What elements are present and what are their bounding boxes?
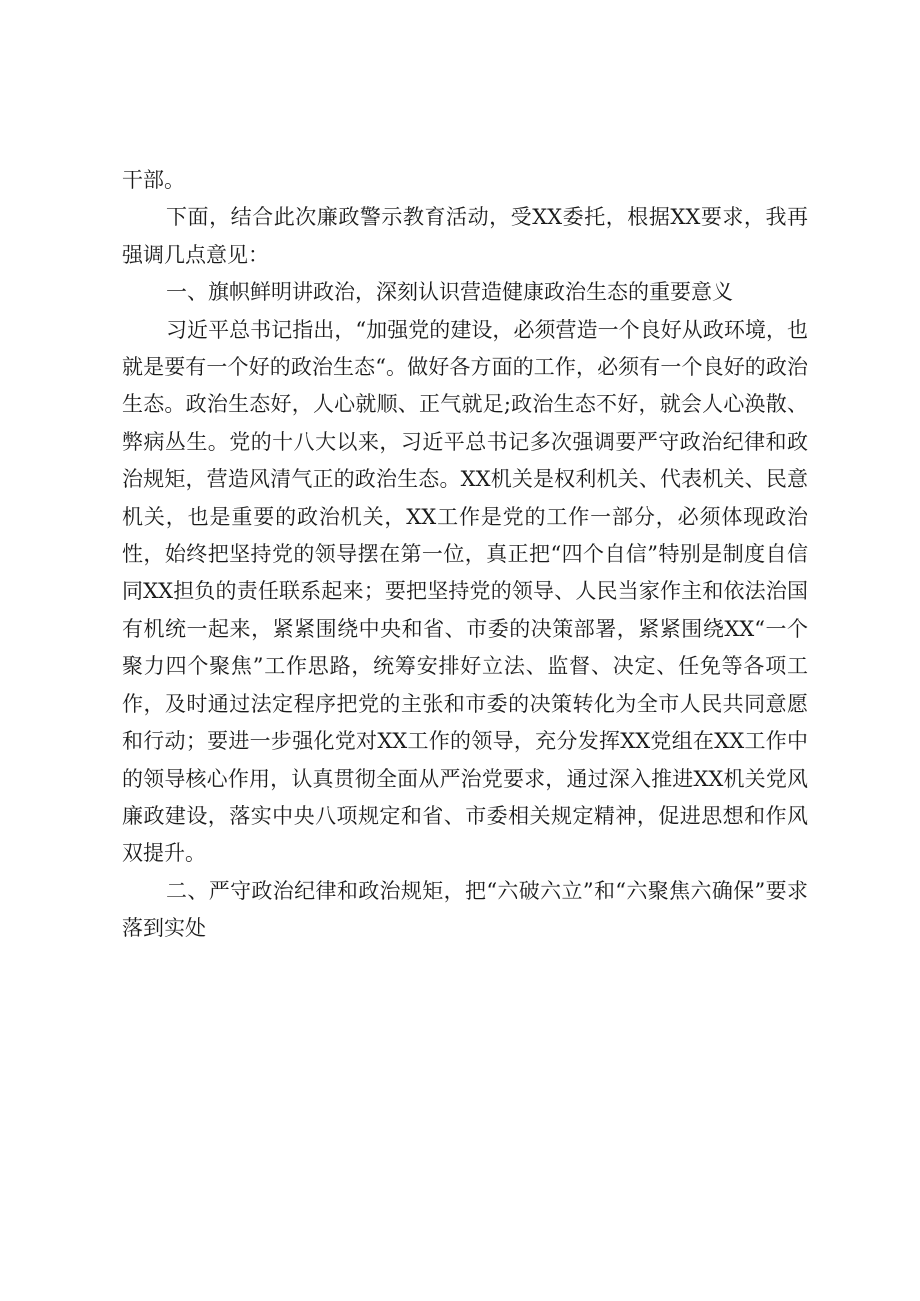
document-body — [122, 162, 808, 948]
paragraph-intro: 下面，结合此次廉政警示教育活动，受XX委托，根据XX要求，我再强调几点意见： — [122, 205, 808, 267]
section-heading-2: 二、严守政治纪律和政治规矩，把“六破六立”和“六聚焦六确保”要求落到实处 — [122, 878, 808, 941]
section-heading-1: 一、旗帜鲜明讲政治，深刻认识营造健康政治生态的重要意义 — [166, 280, 733, 305]
paragraph-body: 习近平总书记指出，“加强党的建设，必须营造一个良好从政环境，也就是要有一个好的政治生态“。做好各方面的工作，必须有一个良好的政治生态。政治生态好，人心就顺、正气就足;政治生态不好，就会人心涣散、弊病丛生。党的十八大以来，习近平总书记多次强调要严守政治纪律和政治规矩，营造风清气正的政治生态。XX机关是权利机关、代表机关、民意机关，也是重要的政治机关，XX工作是党的工作一部分，必须体现政治性，始终把坚持党的领导摆在第一位，真正把“四个自信”特别是制度自信同XX担负的责任联系起来；要把坚持党的领导、人民当家作主和依法治国有机统一起来，紧紧围绕中央和省、市委的决策部署，紧紧围绕XX“一个聚力四个聚焦”工作思路，统筹安排好立法、监督、决定、任免等各项工作，及时通过法定程序把党的主张和市委的决策转化为全市人民共同意愿和行动；要进一步强化党对XX工作的领导，充分发挥XX党组在XX工作中的领导核心作用，认真贯彻全面从严治党要求，通过深入推进XX机关党风廉政建设，落实中央八项规定和省、市委相关规定精神，促进思想和作风双提升。 — [122, 317, 808, 866]
paragraph-continuation: 干部。 — [122, 168, 185, 192]
